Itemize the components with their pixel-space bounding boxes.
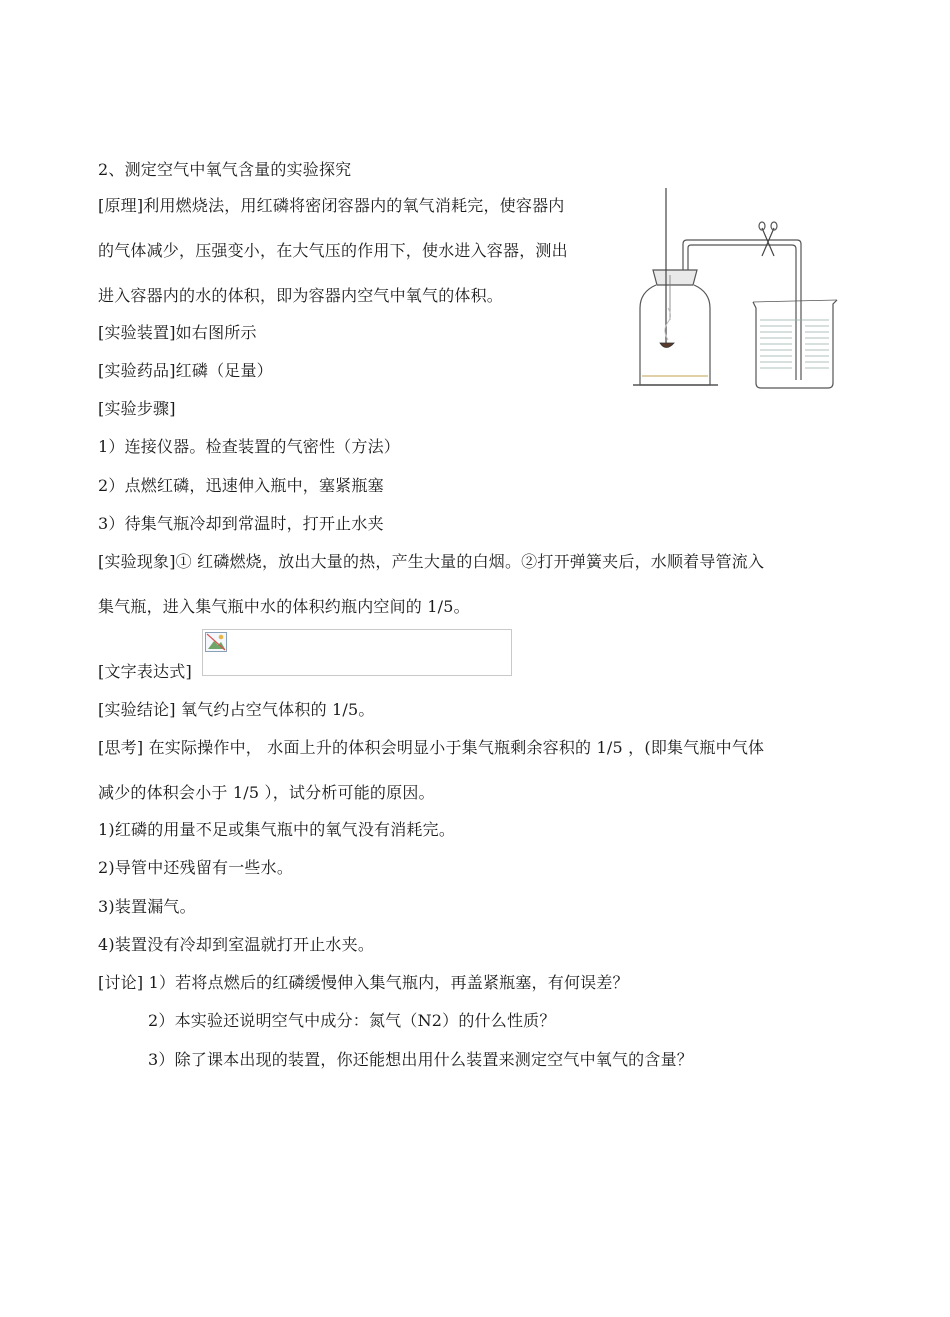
reason-4: 4)装置没有冷却到室温就打开止水夹。 <box>98 935 375 954</box>
phenomenon-line-1: [实验现象]① 红磷燃烧，放出大量的热，产生大量的白烟。②打开弹簧夹后，水顺着导管流入 <box>98 552 765 571</box>
discussion-line-3: 3）除了课本出现的装置，你还能想出用什么装置来测定空气中氧气的含量？ <box>148 1050 693 1069</box>
apparatus-line: [实验装置]如右图所示 <box>98 323 257 342</box>
discussion-line-2: 2）本实验还说明空气中成分：氮气（N2）的什么性质？ <box>148 1011 556 1030</box>
thinking-line-1: [思考] 在实际操作中， 水面上升的体积会明显小于集气瓶剩余容积的 1/5 ，(即集气瓶中气体 <box>98 738 765 757</box>
principle-line-1: [原理]利用燃烧法，用红磷将密闭容器内的氧气消耗完，使容器内 <box>98 196 565 215</box>
broken-image-icon <box>205 632 227 652</box>
step-3: 3）待集气瓶冷却到常温时，打开止水夹 <box>98 514 384 533</box>
apparatus-diagram <box>628 180 860 398</box>
reagent-line: [实验药品]红磷（足量） <box>98 361 273 380</box>
step-1: 1）连接仪器。检查装置的气密性（方法） <box>98 437 400 456</box>
reason-1: 1)红磷的用量不足或集气瓶中的氧气没有消耗完。 <box>98 820 456 839</box>
word-equation-label: [文字表达式] <box>98 662 192 681</box>
discussion-line-1: [讨论] 1）若将点燃后的红磷缓慢伸入集气瓶内，再盖紧瓶塞，有何误差？ <box>98 973 629 992</box>
principle-line-3: 进入容器内的水的体积，即为容器内空气中氧气的体积。 <box>98 286 504 305</box>
steps-title: [实验步骤] <box>98 399 176 418</box>
section-heading: 2、测定空气中氧气含量的实验探究 <box>98 160 352 179</box>
phenomenon-line-2: 集气瓶，进入集气瓶中水的体积约瓶内空间的 1/5。 <box>98 597 470 616</box>
principle-line-2: 的气体减少，压强变小，在大气压的作用下，使水进入容器，测出 <box>98 241 568 260</box>
step-2: 2）点燃红磷，迅速伸入瓶中，塞紧瓶塞 <box>98 476 384 495</box>
reason-2: 2)导管中还残留有一些水。 <box>98 858 294 877</box>
broken-image-placeholder <box>202 629 512 676</box>
conclusion-line: [实验结论] 氧气约占空气体积的 1/5。 <box>98 700 375 719</box>
reason-3: 3)装置漏气。 <box>98 897 196 916</box>
thinking-line-2: 减少的体积会小于 1/5 ），试分析可能的原因。 <box>98 783 435 802</box>
